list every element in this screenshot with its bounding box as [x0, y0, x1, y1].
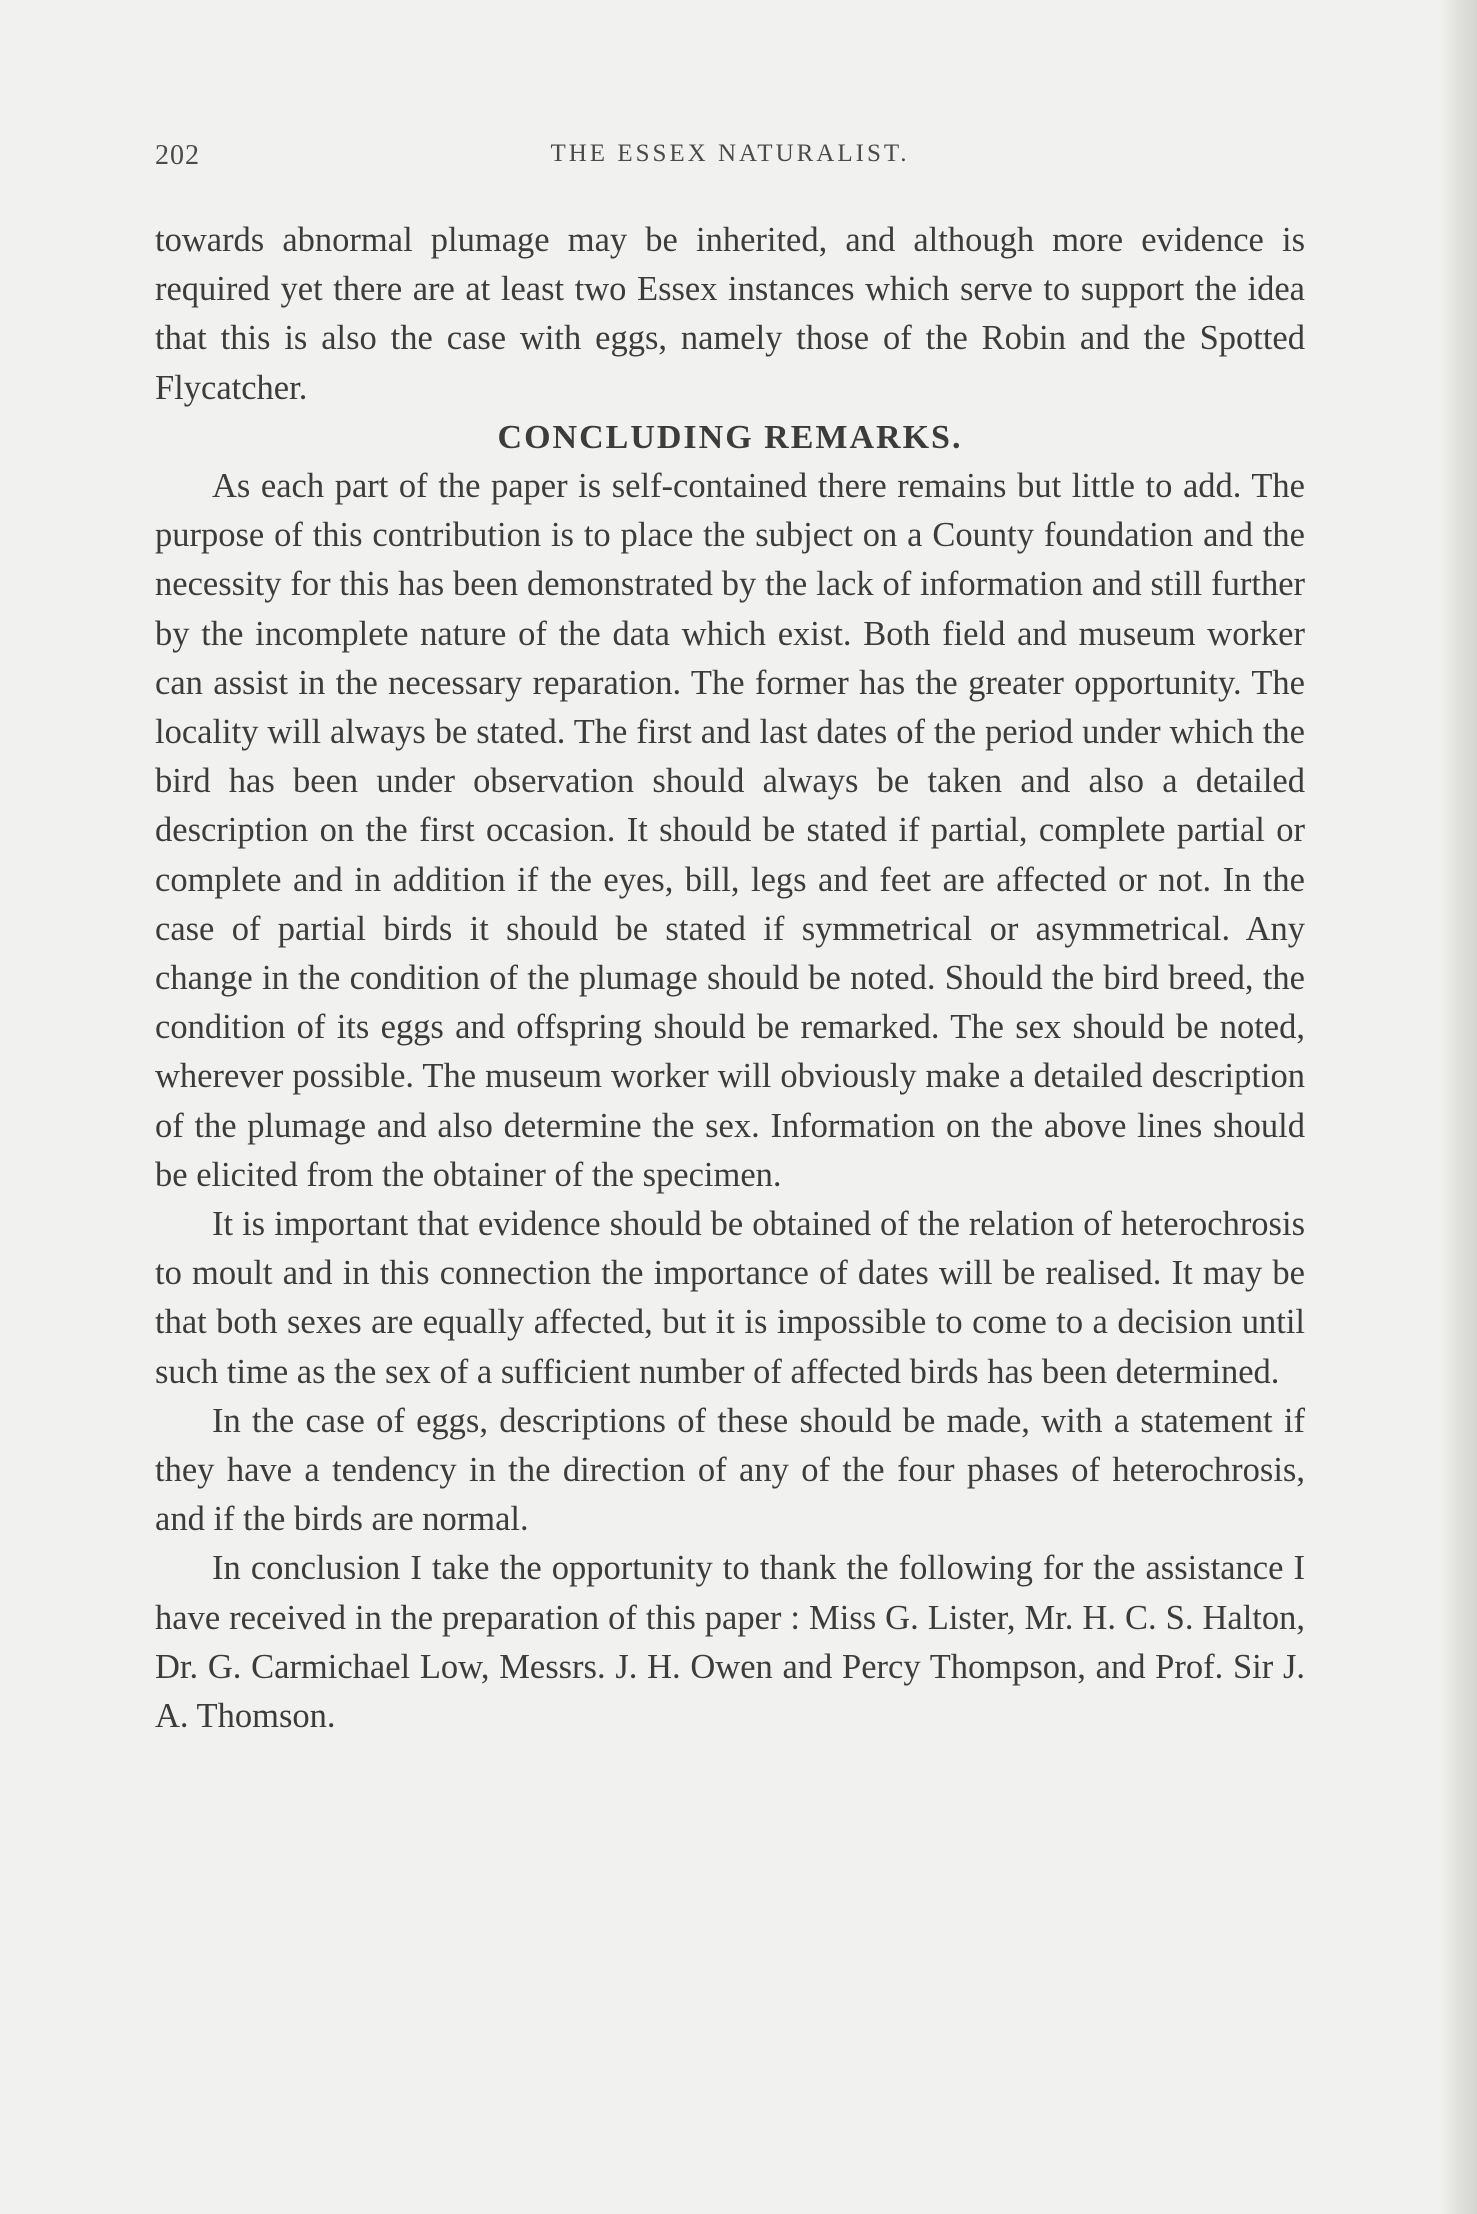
page-body	[155, 216, 1305, 1741]
paragraph-acknowledgements: In conclusion I take the opportunity to thank the following for the assistance I have received in the preparation of this paper : Miss G. Lister, Mr. H. C. S. Halton, Dr. G. Carmichael Low, Messrs. J. H. Owen and Percy Thompson, and Prof. Sir J. A. Thomson.	[155, 1549, 1305, 1736]
paragraph-concluding-1: As each part of the paper is self-contained there remains but little to add. The purpose of this contribution is to place the subject on a County foundation and the necessity for this has been demonstrated by the lack of information and still further by the incomplete nature of the data which exist. Both field and museum worker can assist in the necessary reparation. The former has the greater opportunity. The locality will always be stated. The first and last dates of the period under which the bird has been under observation should always be taken and also a detailed description on the first occasion. It should be stated if partial, complete partial or complete and in addition if the eyes, bill, legs and feet are affected or not. In the case of partial birds it should be stated if symmetrical or asymmetrical. Any change in the condition of the plumage should be noted. Should the bird breed, the condition of its eggs and offspring should be remarked. The sex should be noted, wherever possible. The museum worker will obviously make a detailed description of the plumage and also determine the sex. Information on the above lines should be elicited from the obtainer of the specimen.	[155, 467, 1305, 1194]
page-number: 202	[155, 140, 200, 171]
page-header	[155, 140, 1305, 184]
section-heading: CONCLUDING REMARKS.	[497, 418, 963, 456]
paragraph-intro: towards abnormal plumage may be inherited, and although more evidence is required yet there are at least two Essex instances which serve to support the idea that this is also the case with eggs, namely those of the Robin and the Spotted Flycatcher.	[155, 221, 1305, 407]
running-head: THE ESSEX NATURALIST.	[550, 140, 910, 167]
paragraph-concluding-3: In the case of eggs, descriptions of these should be made, with a statement if they have a tendency in the direction of any of the four phases of heterochrosis, and if the birds are normal.	[155, 1401, 1305, 1539]
paragraph-concluding-2: It is important that evidence should be obtained of the relation of heterochrosis to moult and in this connection the importance of dates will be realised. It may be that both sexes are equally affected, but it is impossible to come to a decision until such time as the sex of a sufficient number of affected birds has been determined.	[155, 1205, 1305, 1391]
page-gutter-shadow	[1439, 0, 1477, 2214]
